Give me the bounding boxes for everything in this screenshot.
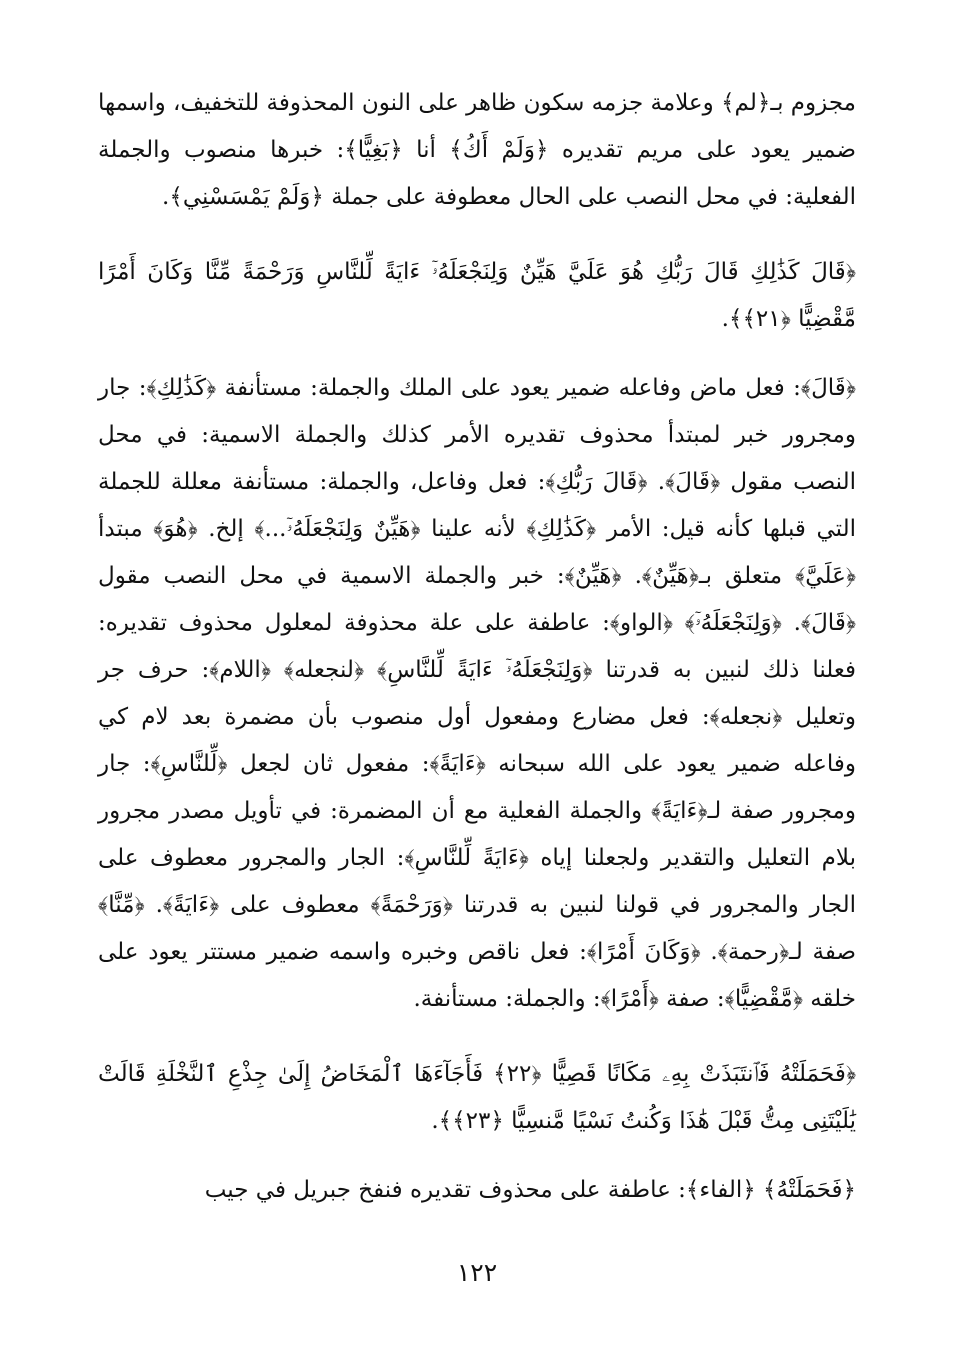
paragraph-grammar-verse-21: ﴿قَالَ﴾: فعل ماض وفاعله ضمير يعود على الملك والجملة: مستأنفة ﴿كَذَٰلِكِ﴾: جار ومجرور خبر لمبتدأ محذوف تقديره الأمر كذلك والجملة الاسمية: في محل النصب مقول ﴿قَالَ﴾. ﴿قَالَ رَبُّكِ﴾: فعل وفاعل، والجملة: مستأنفة معللة للجملة التي قبلها كأنه قيل: الأمر ﴿كَذَٰلِكِ﴾ لأنه علينا ﴿هَيِّنٌ وَلِنَجْعَلَهُۥٓ...﴾ إلخ. ﴿هُوَ﴾ مبتدأ ﴿عَلَيَّ﴾ متعلق بـ﴿هَيِّنٌ﴾. ﴿هَيِّنٌ﴾: خبر والجملة الاسمية في محل النصب مقول ﴿قَالَ﴾. ﴿وَلِنَجْعَلَهُۥٓ﴾ ﴿الواو﴾: عاطفة على علة محذوفة لمعلول محذوف تقديره: فعلنا ذلك لنبين به قدرتنا ﴿وَلِنَجْعَلَهُۥٓ ءَايَةً لِّلنَّاسِ﴾ ﴿لنجعله﴾ ﴿اللام﴾: حرف جر وتعليل ﴿نجعله﴾: فعل مضارع ومفعول أول منصوب بأن مضمرة بعد لام كي وفاعله ضمير يعود على الله سبحانه ﴿ءَايَةً﴾: مفعول ثان لجعل ﴿لِّلنَّاسِ﴾: جار ومجرور صفة لـ﴿ءَايَةً﴾ والجملة الفعلية مع أن المضمرة: في تأويل مصدر مجرور بلام التعليل والتقدير ولجعلنا إياه ﴿ءَايَةً لِّلنَّاسِ﴾: الجار والمجرور معطوف على الجار والمجرور في قولنا لنبين به قدرتنا ﴿وَرَحْمَةً﴾ معطوف على ﴿ءَايَةً﴾. ﴿مِّنَّا﴾ صفة لـ﴿رحمة﴾. ﴿وَكَانَ أَمْرًا﴾: فعل ناقص وخبره واسمه ضمير مستتر يعود على خلقه ﴿مَّقْضِيًّا﴾: صفة ﴿أَمْرًا﴾: والجملة: مستأنفة.	[98, 375, 856, 1012]
quran-verse-21: ﴿قَالَ كَذَٰلِكِ قَالَ رَبُّكِ هُوَ عَلَيَّ هَيِّنٌ وَلِنَجْعَلَهُۥٓ ءَايَةً لِّلنَّاسِ وَرَحْمَةً مِّنَّا وَكَانَ أَمْرًا مَّقْضِيًّا ﴿٢١﴾﴾.	[98, 259, 856, 332]
paragraph-grammar-verse-22: ﴿فَحَمَلَتْهُ﴾ ﴿الفاء﴾: عاطفة على محذوف تقديره فنفخ جبريل في جيب	[204, 1177, 856, 1203]
paragraph-grammar-intro: مجزوم بـ﴿لم﴾ وعلامة جزمه سكون ظاهر على النون المحذوفة للتخفيف، واسمها ضمير يعود على مريم تقديره ﴿وَلَمْ أَكُ﴾ أنا ﴿بَغِيًّا﴾: خبرها منصوب والجملة الفعلية: في محل النصب على الحال معطوفة على جملة ﴿وَلَمْ يَمْسَسْنِي﴾.	[98, 90, 856, 210]
quran-verse-22-23: ﴿فَحَمَلَتْهُ فَٱنتَبَذَتْ بِهِۦ مَكَانًا قَصِيًّا ﴿٢٢﴾ فَأَجَآءَهَا ٱلْمَخَاضُ إِلَىٰ جِذْعِ ٱلنَّخْلَةِ قَالَتْ يَٰلَيْتَنِى مِتُّ قَبْلَ هَٰذَا وَكُنتُ نَسْيًا مَّنسِيًّا ﴿٢٣﴾﴾.	[98, 1061, 857, 1134]
page-number: ١٢٢	[456, 1258, 498, 1287]
